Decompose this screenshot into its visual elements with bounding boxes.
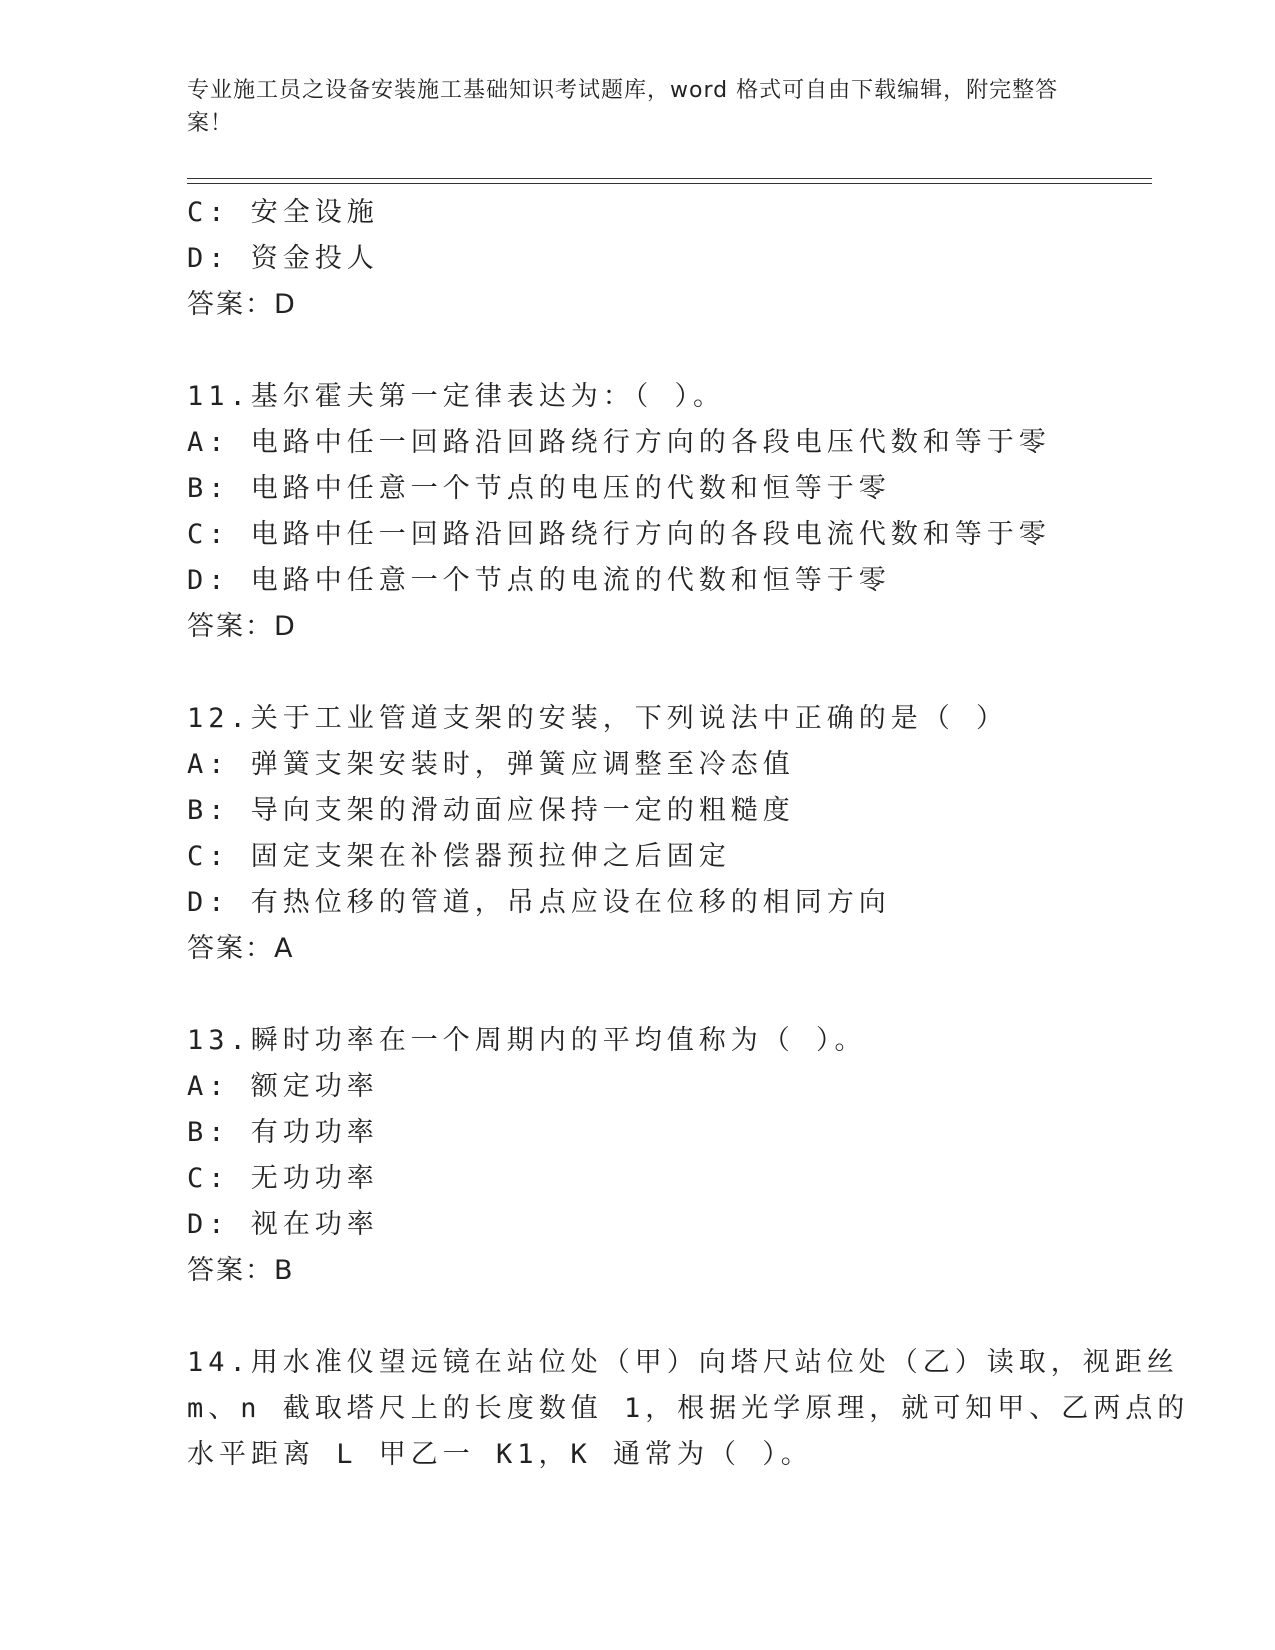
q14-question-line-3: 水平距离 L 甲乙一 K1，K 通常为（ ）。 [187,1439,813,1470]
q11-option-d: D: 电路中任意一个节点的电流的代数和恒等于零 [187,565,891,596]
q10-option-c: C: 安全设施 [187,197,379,228]
q13-answer: 答案：B [187,1255,295,1286]
spacer [187,650,1087,696]
q11-option-b: B: 电路中任意一个节点的电压的代数和恒等于零 [187,473,891,504]
spacer [187,972,1087,1018]
q13-option-b: B: 有功功率 [187,1117,379,1148]
spacer [187,328,1087,374]
q14-question-line-1: 14.用水准仪望远镜在站位处（甲）向塔尺站位处（乙）读取，视距丝 [187,1347,1179,1378]
q13-option-c: C: 无功功率 [187,1163,379,1194]
q12-option-c: C: 固定支架在补偿器预拉伸之后固定 [187,841,731,872]
q11-option-c: C: 电路中任一回路沿回路绕行方向的各段电流代数和等于零 [187,519,1051,550]
q13-option-d: D: 视在功率 [187,1209,379,1240]
q10-option-d: D: 资金投人 [187,243,379,274]
q12-option-a: A: 弹簧支架安装时，弹簧应调整至冷态值 [187,749,795,780]
q12-answer: 答案：A [187,933,295,964]
q12-option-d: D: 有热位移的管道，吊点应设在位移的相同方向 [187,887,891,918]
question-content [187,190,1190,1478]
q10-answer: 答案：D [187,289,297,320]
q11-option-a: A: 电路中任一回路沿回路绕行方向的各段电压代数和等于零 [187,427,1051,458]
spacer [187,1294,1087,1340]
q11-question: 11.基尔霍夫第一定律表达为：（ ）。 [187,381,726,412]
header-double-rule [187,178,1152,184]
q13-option-a: A: 额定功率 [187,1071,379,1102]
q11-answer: 答案：D [187,611,297,642]
document-header-title: 专业施工员之设备安装施工基础知识考试题库，word 格式可自由下载编辑，附完整答案！ [187,78,1059,136]
q12-question: 12.关于工业管道支架的安装，下列说法中正确的是（ ） [187,703,1009,734]
q13-question: 13.瞬时功率在一个周期内的平均值称为（ ）。 [187,1025,867,1056]
q12-option-b: B: 导向支架的滑动面应保持一定的粗糙度 [187,795,795,826]
q14-question-line-2: m、n 截取塔尺上的长度数值 1，根据光学原理，就可知甲、乙两点的 [187,1393,1190,1424]
